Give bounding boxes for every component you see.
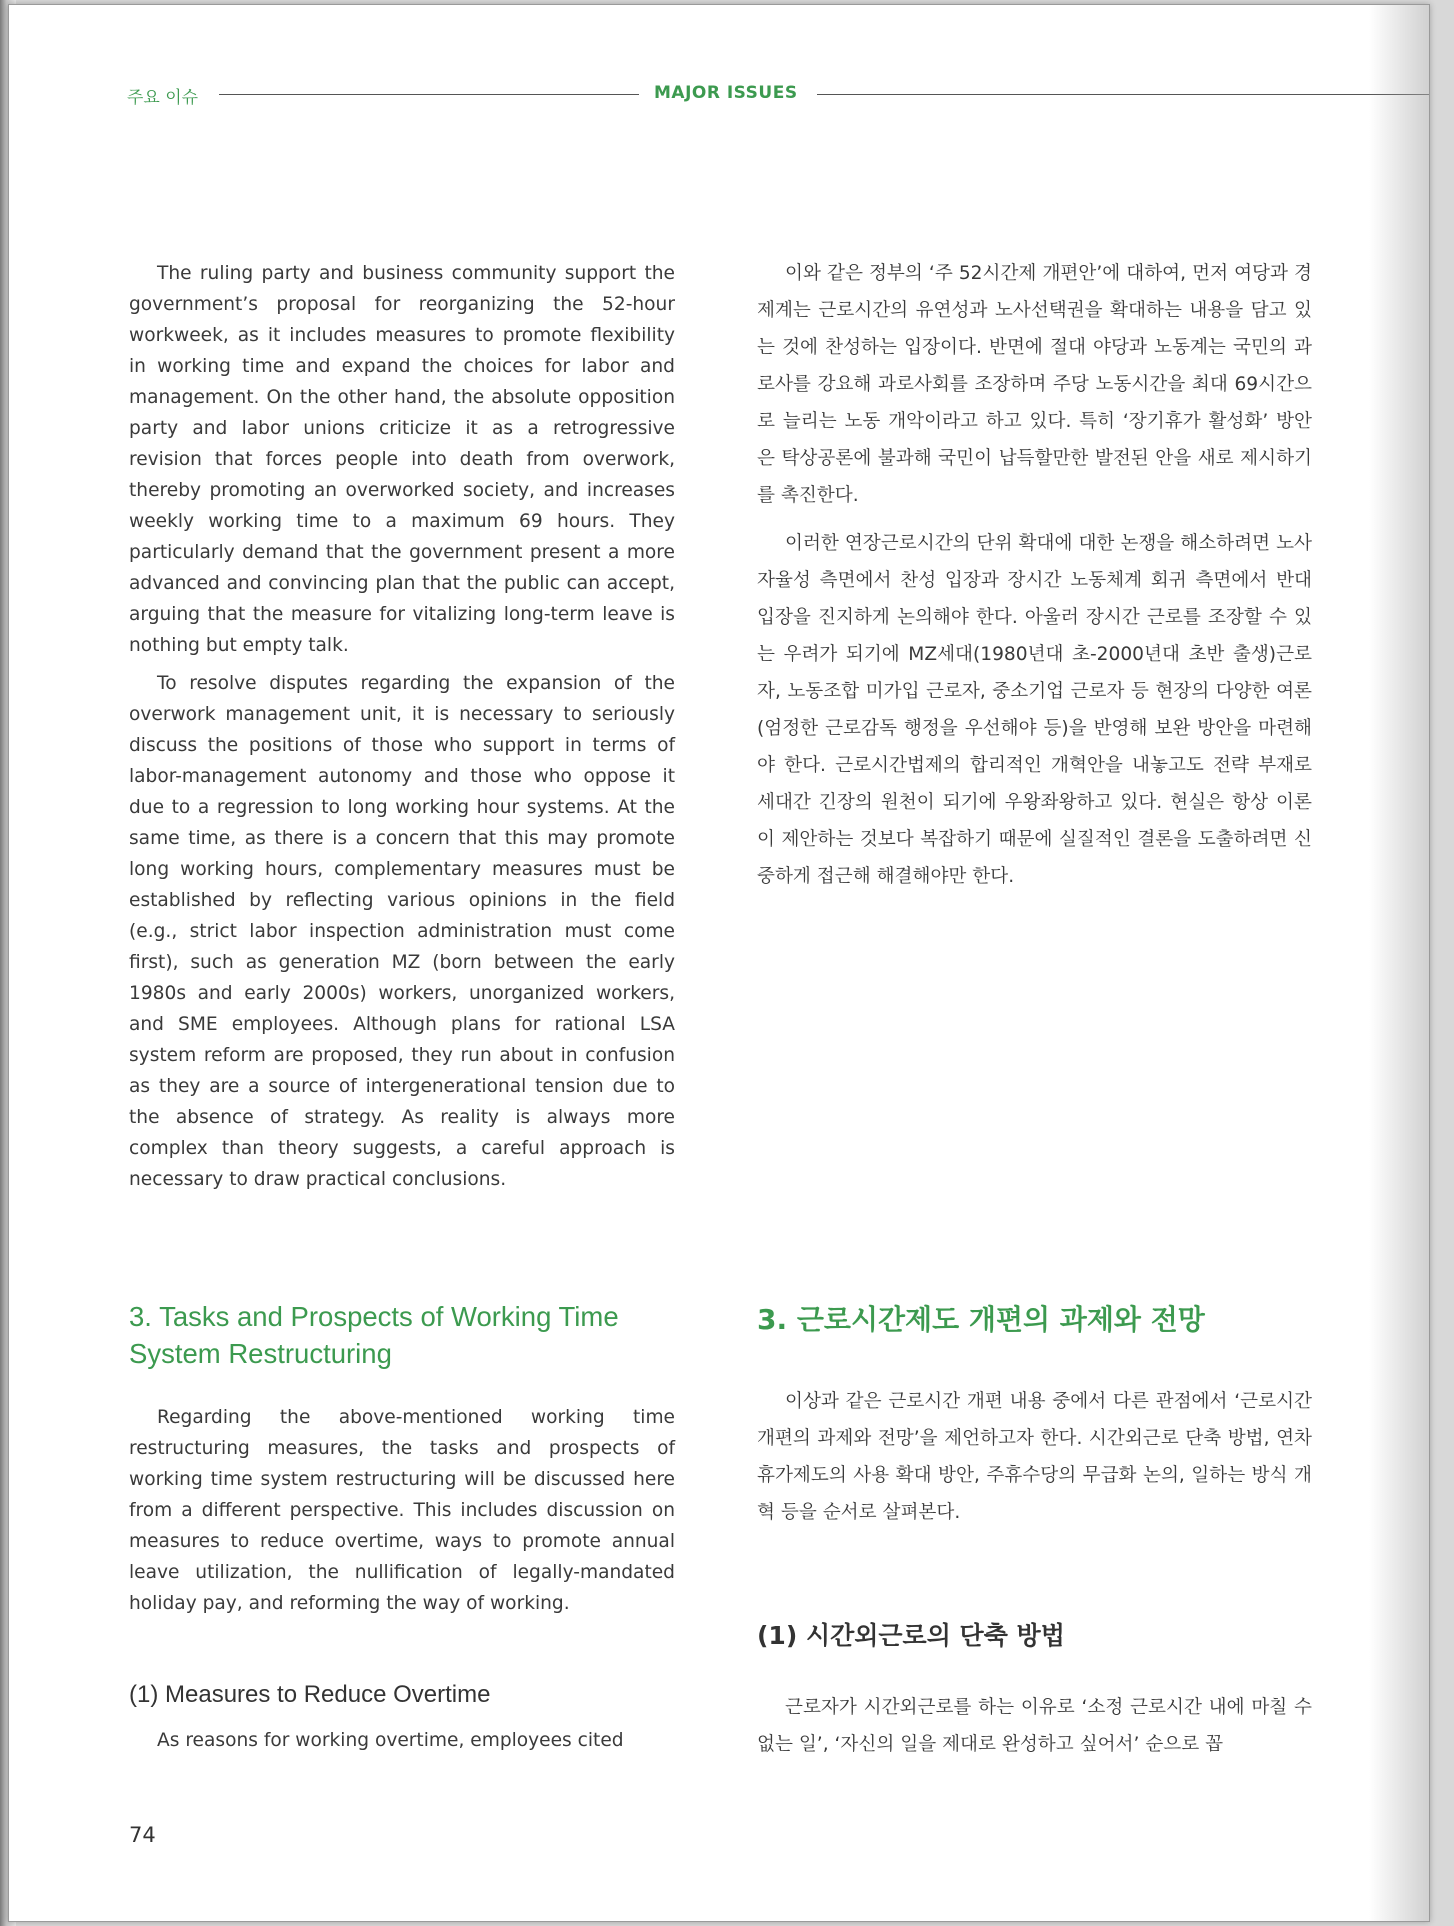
header-section-en: MAJOR ISSUES: [654, 83, 798, 103]
korean-intro-paragraph-1: 이와 같은 정부의 ‘주 52시간제 개편안’에 대하여, 먼저 여당과 경제계는 근로시간의 유연성과 노사선택권을 확대하는 내용을 담고 있는 것에 찬성하는 입장이다. 반면에 절대 야당과 노동계는 국민의 과로사를 강요해 과로사회를 조장하며 주당 노동시간을 최대 69시간으로 늘리는 노동 개악이라고 하고 있다. 특히 ‘장기휴가 활성화’ 방안은 탁상공론에 불과해 국민이 납득할만한 발전된 안을 새로 제시하기를 촉진한다.: [757, 263, 1312, 506]
document-page: [8, 4, 1430, 1922]
english-intro-paragraph-1: The ruling party and business community support the government’s proposal for reorganizing the 52-hour workweek, as it includes measures to promote flexibility in working time and expand the choices for labor and management. On the other hand, the absolute opposition party and labor unions criticize it as a retrogressive revision that forces people into death from overwork, thereby promoting an overworked society, and increases weekly working time to a maximum 69 hours. They particularly demand that the government present a more advanced and convincing plan that the public can accept, arguing that the measure for vitalizing long-term leave is nothing but empty talk.: [129, 263, 675, 656]
english-subsection-1-paragraph: As reasons for working overtime, employees cited: [157, 1730, 624, 1751]
english-section-3-heading: 3. Tasks and Prospects of Working Time System Restructuring: [129, 1301, 619, 1369]
korean-section-3-body: [757, 1383, 1312, 1531]
running-header: [127, 83, 1427, 107]
korean-section-3-heading: 3. 근로시간제도 개편의 과제와 전망: [757, 1303, 1205, 1336]
korean-section-3-paragraph: 이상과 같은 근로시간 개편 내용 중에서 다른 관점에서 ‘근로시간 개편의 과제와 전망’을 제언하고자 한다. 시간외근로 단축 방법, 연차휴가제도의 사용 확대 방안, 주휴수당의 무급화 논의, 일하는 방식 개혁 등을 순서로 살펴본다.: [757, 1391, 1312, 1523]
page-number: 74: [129, 1823, 156, 1847]
english-intro: [129, 258, 675, 1195]
korean-subsection-1-heading: (1) 시간외근로의 단축 방법: [757, 1621, 1065, 1650]
korean-intro-paragraph-2: 이러한 연장근로시간의 단위 확대에 대한 논쟁을 해소하려면 노사 자율성 측면에서 찬성 입장과 장시간 노동체계 회귀 측면에서 반대 입장을 진지하게 논의해야 한다. 아울러 장시간 근로를 조장할 수 있는 우려가 되기에 MZ세대(1980년대 초-2000년대 초반 출생)근로자, 노동조합 미가입 근로자, 중소기업 근로자 등 현장의 다양한 여론(엄정한 근로감독 행정을 우선해야 등)을 반영해 보완 방안을 마련해야 한다. 근로시간법제의 합리적인 개혁안을 내놓고도 전략 부재로 세대간 긴장의 원천이 되기에 우왕좌왕하고 있다. 현실은 항상 이론이 제안하는 것보다 복잡하기 때문에 실질적인 결론을 도출하려면 신중하게 접근해 해결해야만 한다.: [757, 533, 1312, 887]
english-section-3-paragraph: Regarding the above-mentioned working time restructuring measures, the tasks and prospects of working time system restructuring will be discussed here from a different perspective. This includes discussion on measures to reduce overtime, ways to promote annual leave utilization, the nullification of legally-mandated holiday pay, and reforming the way of working.: [129, 1407, 675, 1614]
english-subsection-1-body: [129, 1725, 675, 1756]
korean-subsection-1-body: [757, 1689, 1312, 1763]
korean-intro: [757, 255, 1312, 895]
header-rule-left: [219, 94, 639, 95]
header-rule-right: [817, 94, 1430, 95]
header-section-kr: 주요 이슈: [127, 88, 199, 108]
english-subsection-1-heading: (1) Measures to Reduce Overtime: [129, 1681, 491, 1708]
english-section-3-body: [129, 1402, 675, 1619]
korean-subsection-1-paragraph: 근로자가 시간외근로를 하는 이유로 ‘소정 근로시간 내에 마칠 수 없는 일’, ‘자신의 일을 제대로 완성하고 싶어서’ 순으로 꼽: [757, 1697, 1312, 1755]
english-intro-paragraph-2: To resolve disputes regarding the expansion of the overwork management unit, it is necessary to seriously discuss the positions of those who support in terms of labor-management autonomy and those who oppose it due to a regression to long working hour systems. At the same time, as there is a concern that this may promote long working hours, complementary measures must be established by reflecting various opinions in the field (e.g., strict labor inspection administration must come first), such as generation MZ (born between the early 1980s and early 2000s) workers, unorganized workers, and SME employees. Although plans for rational LSA system reform are proposed, they run about in confusion as they are a source of intergenerational tension due to the absence of strategy. As reality is always more complex than theory suggests, a careful approach is necessary to draw practical conclusions.: [129, 673, 675, 1190]
